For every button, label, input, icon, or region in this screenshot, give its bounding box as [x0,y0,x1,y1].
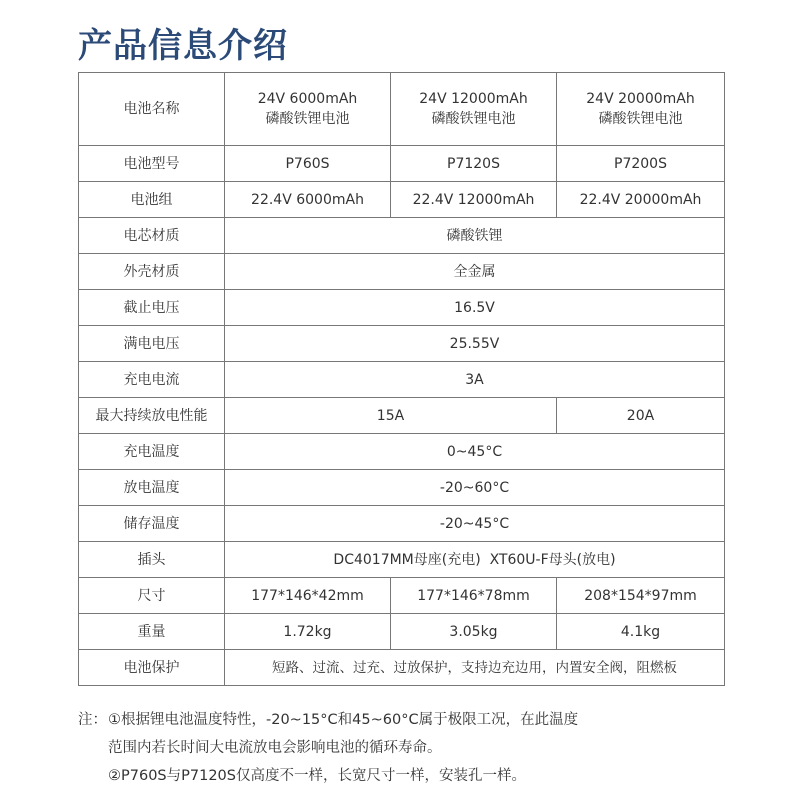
row-label: 充电温度 [79,434,225,470]
table-row [79,218,725,254]
table-cell: 22.4V 12000mAh [391,182,557,218]
row-label: 满电电压 [79,326,225,362]
table-cell: 15A [225,398,557,434]
table-row [79,146,725,182]
table-cell: 3.05kg [391,614,557,650]
table-cell: 全金属 [225,254,725,290]
note-prefix: 注： [78,712,107,728]
table-cell: 磷酸铁锂 [225,218,725,254]
table-cell: -20~60°C [225,470,725,506]
table-cell: P7200S [557,146,725,182]
table-row [79,542,725,578]
table-row [79,398,725,434]
row-label: 重量 [79,614,225,650]
table-cell: 1.72kg [225,614,391,650]
row-label: 最大持续放电性能 [79,398,225,434]
table-cell: P7120S [391,146,557,182]
row-label: 插头 [79,542,225,578]
table-cell: 短路、过流、过充、过放保护，支持边充边用，内置安全阀，阻燃板 [225,650,725,686]
table-cell: P760S [225,146,391,182]
row-label: 电池型号 [79,146,225,182]
table-row [79,650,725,686]
table-cell: 4.1kg [557,614,725,650]
table-cell: 3A [225,362,725,398]
table-row [79,254,725,290]
table-row [79,326,725,362]
table-cell: 177*146*42mm [225,578,391,614]
battery-name-cell: 24V 12000mAh 磷酸铁锂电池 [391,73,557,146]
note-line: 范围内若长时间大电流放电会影响电池的循环寿命。 [108,740,442,756]
table-row [79,470,725,506]
row-label: 电池组 [79,182,225,218]
table-row [79,182,725,218]
note-line: ②P760S与P7120S仅高度不一样，长宽尺寸一样，安装孔一样。 [108,768,526,784]
row-label: 电池保护 [79,650,225,686]
table-cell: 25.55V [225,326,725,362]
notes [78,706,778,790]
row-label: 截止电压 [79,290,225,326]
table-cell: DC4017MM母座(充电) XT60U-F母头(放电) [225,542,725,578]
row-label: 外壳材质 [79,254,225,290]
row-label: 充电电流 [79,362,225,398]
battery-name-cell: 24V 6000mAh 磷酸铁锂电池 [225,73,391,146]
battery-name-cell: 24V 20000mAh 磷酸铁锂电池 [557,73,725,146]
table-row [79,73,725,146]
table-row [79,434,725,470]
table-cell: 0~45°C [225,434,725,470]
spec-table [78,72,725,686]
table-row [79,290,725,326]
table-cell: 22.4V 6000mAh [225,182,391,218]
table-cell: 22.4V 20000mAh [557,182,725,218]
table-row [79,362,725,398]
row-label: 电池名称 [79,73,225,146]
table-row [79,614,725,650]
row-label: 储存温度 [79,506,225,542]
table-cell: -20~45°C [225,506,725,542]
table-cell: 20A [557,398,725,434]
table-cell: 16.5V [225,290,725,326]
table-cell: 177*146*78mm [391,578,557,614]
row-label: 放电温度 [79,470,225,506]
page-title: 产品信息介绍 [78,26,288,66]
table-cell: 208*154*97mm [557,578,725,614]
table-row [79,506,725,542]
row-label: 电芯材质 [79,218,225,254]
table-row [79,578,725,614]
row-label: 尺寸 [79,578,225,614]
note-line: 注：①根据锂电池温度特性，-20~15°C和45~60°C属于极限工况，在此温度 [78,706,778,734]
